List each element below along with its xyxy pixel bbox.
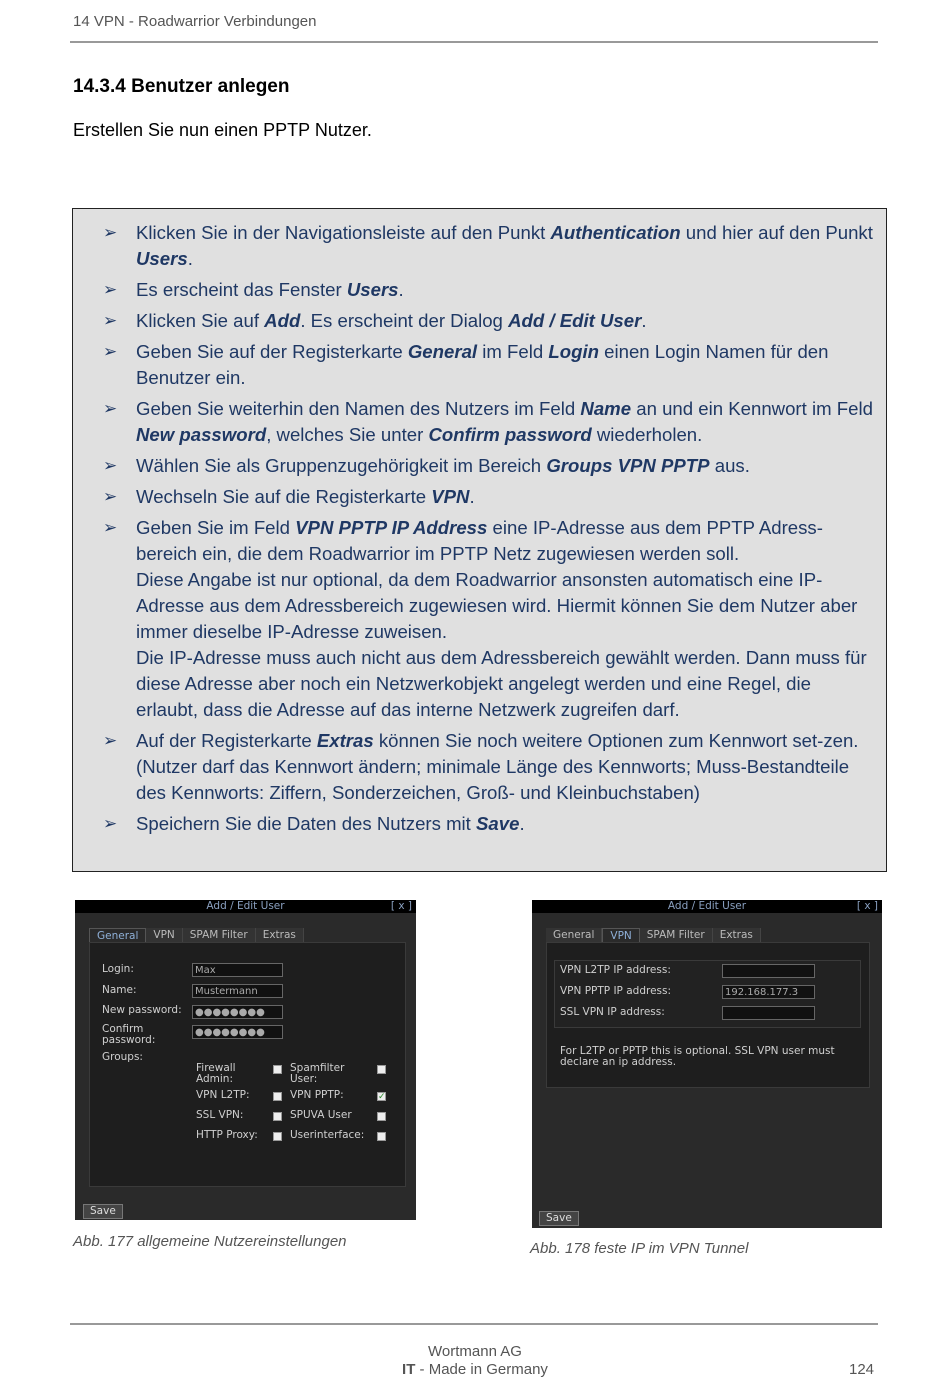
tab-vpn[interactable]: VPN — [146, 928, 182, 943]
footer-slogan — [0, 1361, 950, 1378]
confirm-password-field[interactable]: ●●●●●●●● — [192, 1025, 283, 1039]
emphasized-term: Confirm password — [428, 424, 592, 445]
emphasized-term: Authentication — [550, 222, 681, 243]
emphasized-term: VPN — [431, 486, 470, 507]
group-checkbox[interactable] — [273, 1065, 282, 1074]
header-rule — [70, 41, 878, 43]
step-note: Diese Angabe ist nur optional, da dem Roadwarrior ansonsten automatisch eine IP-Adresse aus dem Adressbereich zugewiesen wird. Hiermit können Sie dem Nutzer aber immer dieselbe IP-Adresse zuweisen. — [136, 569, 858, 642]
section-title: 14.3.4 Benutzer anlegen — [73, 76, 290, 97]
bullet-arrow-icon: ➢ — [103, 280, 118, 299]
tab-general[interactable]: General — [89, 928, 146, 943]
login-label: Login: — [102, 963, 134, 975]
step-text: Geben Sie auf der Registerkarte — [136, 341, 408, 362]
pptp-ip-field[interactable]: 192.168.177.3 — [722, 985, 815, 999]
bullet-arrow-icon: ➢ — [103, 456, 118, 475]
screenshot-general-tab — [75, 900, 416, 1220]
new-password-field[interactable]: ●●●●●●●● — [192, 1005, 283, 1019]
step-item — [103, 811, 878, 837]
emphasized-term: Add — [264, 310, 301, 331]
step-text: Geben Sie weiterhin den Namen des Nutzers im Feld — [136, 398, 581, 419]
dialog-title: Add / Edit User — [667, 900, 747, 912]
step-text: . — [398, 279, 404, 300]
running-header: 14 VPN - Roadwarrior Verbindungen — [73, 13, 317, 30]
step-text: Wählen Sie als Gruppenzugehörigkeit im Bereich — [136, 455, 547, 476]
step-text: im Feld — [477, 341, 549, 362]
step-text: und hier auf den Punkt — [680, 222, 873, 243]
group-label: Userinterface: — [290, 1129, 365, 1141]
step-text: können Sie noch weitere Optionen zum Kennwort set-zen. — [373, 730, 859, 751]
step-item — [103, 277, 878, 303]
dialog-titlebar — [532, 900, 882, 913]
step-item — [103, 396, 878, 448]
step-text: Speichern Sie die Daten des Nutzers mit — [136, 813, 477, 834]
step-item — [103, 728, 878, 806]
instruction-box — [72, 208, 887, 872]
group-checkbox[interactable] — [273, 1112, 282, 1121]
group-checkbox[interactable] — [377, 1132, 386, 1141]
bullet-arrow-icon: ➢ — [103, 731, 118, 750]
footer-slogan-rest: - Made in Germany — [415, 1361, 548, 1378]
tab-vpn[interactable]: VPN — [602, 928, 639, 943]
bullet-arrow-icon: ➢ — [103, 311, 118, 330]
step-text: eine IP-Adresse aus dem PPTP Adress-bereich ein, die dem Roadwarrior im PPTP Netz zugewiesen werden soll. — [136, 517, 823, 564]
bullet-arrow-icon: ➢ — [103, 223, 118, 242]
group-checkbox[interactable]: ✓ — [378, 1092, 386, 1102]
page-number: 124 — [849, 1361, 875, 1378]
step-text: Auf der Registerkarte — [136, 730, 317, 751]
tab-bar — [89, 928, 304, 943]
bullet-arrow-icon: ➢ — [103, 814, 118, 833]
ssl-ip-label: SSL VPN IP address: — [560, 1006, 665, 1018]
emphasized-term: Add / Edit User — [508, 310, 642, 331]
emphasized-term: Users — [136, 248, 188, 269]
step-text: . — [519, 813, 525, 834]
emphasized-term: Users — [346, 279, 399, 300]
close-icon[interactable]: [ x ] — [856, 900, 878, 912]
emphasized-term: New password — [136, 424, 267, 445]
new-password-label: New password: — [102, 1004, 182, 1016]
emphasized-term: General — [407, 341, 478, 362]
step-text: Wechseln Sie auf die Registerkarte — [136, 486, 432, 507]
tab-general[interactable]: General — [546, 928, 602, 943]
l2tp-ip-field[interactable] — [722, 964, 815, 978]
step-text: aus. — [709, 455, 750, 476]
name-label: Name: — [102, 984, 137, 996]
step-note: (Nutzer darf das Kennwort ändern; minimale Länge des Kennworts; Muss-Bestandteile des Kennworts: Ziffern, Sonderzeichen, Groß- und Kleinbuchstaben) — [136, 756, 850, 803]
tab-extras[interactable]: Extras — [256, 928, 304, 943]
group-checkbox[interactable] — [273, 1092, 282, 1101]
step-text: . — [641, 310, 647, 331]
step-text: Klicken Sie auf — [136, 310, 265, 331]
group-checkbox[interactable] — [273, 1132, 282, 1141]
intro-text: Erstellen Sie nun einen PPTP Nutzer. — [73, 120, 372, 140]
steps-list — [103, 220, 878, 842]
emphasized-term: Name — [580, 398, 632, 419]
groups-label: Groups: — [102, 1051, 143, 1063]
step-item — [103, 339, 878, 391]
step-item — [103, 453, 878, 479]
emphasized-term: Groups VPN PPTP — [546, 455, 710, 476]
step-text: an und ein Kennwort im Feld — [631, 398, 873, 419]
footer-slogan-bold: IT — [402, 1361, 416, 1378]
group-label: SSL VPN: — [196, 1109, 244, 1121]
figure-caption-177: Abb. 177 allgemeine Nutzereinstellungen — [73, 1233, 347, 1250]
emphasized-term: Extras — [316, 730, 374, 751]
group-label: Firewall Admin: — [196, 1062, 236, 1085]
tab-extras[interactable]: Extras — [713, 928, 761, 943]
step-item — [103, 308, 878, 334]
step-item — [103, 515, 878, 723]
footer-rule — [70, 1323, 878, 1325]
step-text: . — [469, 486, 475, 507]
vpn-note: For L2TP or PPTP this is optional. SSL VPN user must declare an ip address. — [560, 1045, 835, 1068]
save-button[interactable]: Save — [539, 1211, 579, 1226]
step-text: Klicken Sie in der Navigationsleiste auf den Punkt — [136, 222, 551, 243]
dialog-title: Add / Edit User — [206, 900, 285, 912]
confirm-password-label: Confirm password: — [102, 1023, 156, 1046]
bullet-arrow-icon: ➢ — [103, 487, 118, 506]
l2tp-ip-label: VPN L2TP IP address: — [560, 964, 671, 976]
emphasized-term: VPN PPTP IP Address — [295, 517, 488, 538]
pptp-ip-label: VPN PPTP IP address: — [560, 985, 672, 997]
emphasized-term: Save — [476, 813, 520, 834]
bullet-arrow-icon: ➢ — [103, 399, 118, 418]
group-label: VPN L2TP: — [196, 1089, 250, 1101]
figure-caption-178: Abb. 178 feste IP im VPN Tunnel — [530, 1240, 749, 1257]
step-text: einen Login Namen für den Benutzer ein. — [136, 341, 829, 388]
save-button[interactable]: Save — [83, 1204, 123, 1219]
ssl-ip-field[interactable] — [722, 1006, 815, 1020]
group-checkbox[interactable] — [377, 1112, 386, 1121]
step-text: . Es erscheint der Dialog — [300, 310, 509, 331]
bullet-arrow-icon: ➢ — [103, 518, 118, 537]
step-text: , welches Sie unter — [266, 424, 429, 445]
group-label: Spamfilter User: — [290, 1062, 345, 1085]
step-item — [103, 484, 878, 510]
group-label: VPN PPTP: — [290, 1089, 344, 1101]
step-note: Die IP-Adresse muss auch nicht aus dem Adressbereich gewählt werden. Dann muss für diese Adresse aber noch ein Netzwerkobjekt angelegt werden und eine Regel, die erlaubt, dass die Adresse auf das interne Netzwerk zugreifen darf. — [136, 647, 867, 720]
tab-spam-filter[interactable]: SPAM Filter — [183, 928, 256, 943]
group-checkbox[interactable] — [377, 1065, 386, 1074]
close-icon[interactable]: [ x ] — [390, 900, 412, 912]
emphasized-term: Login — [548, 341, 599, 362]
dialog-titlebar — [75, 900, 416, 913]
bullet-arrow-icon: ➢ — [103, 342, 118, 361]
group-label: SPUVA User — [290, 1109, 352, 1121]
screenshot-vpn-tab — [532, 900, 882, 1228]
group-label: HTTP Proxy: — [196, 1129, 258, 1141]
tab-bar — [546, 928, 761, 943]
step-text: Geben Sie im Feld — [136, 517, 296, 538]
footer-company: Wortmann AG — [428, 1343, 522, 1360]
step-text: wiederholen. — [591, 424, 703, 445]
step-text: . — [187, 248, 193, 269]
step-item — [103, 220, 878, 272]
step-text: Es erscheint das Fenster — [136, 279, 347, 300]
tab-spam-filter[interactable]: SPAM Filter — [640, 928, 713, 943]
name-field[interactable]: Mustermann — [192, 984, 283, 998]
login-field[interactable]: Max — [192, 963, 283, 977]
